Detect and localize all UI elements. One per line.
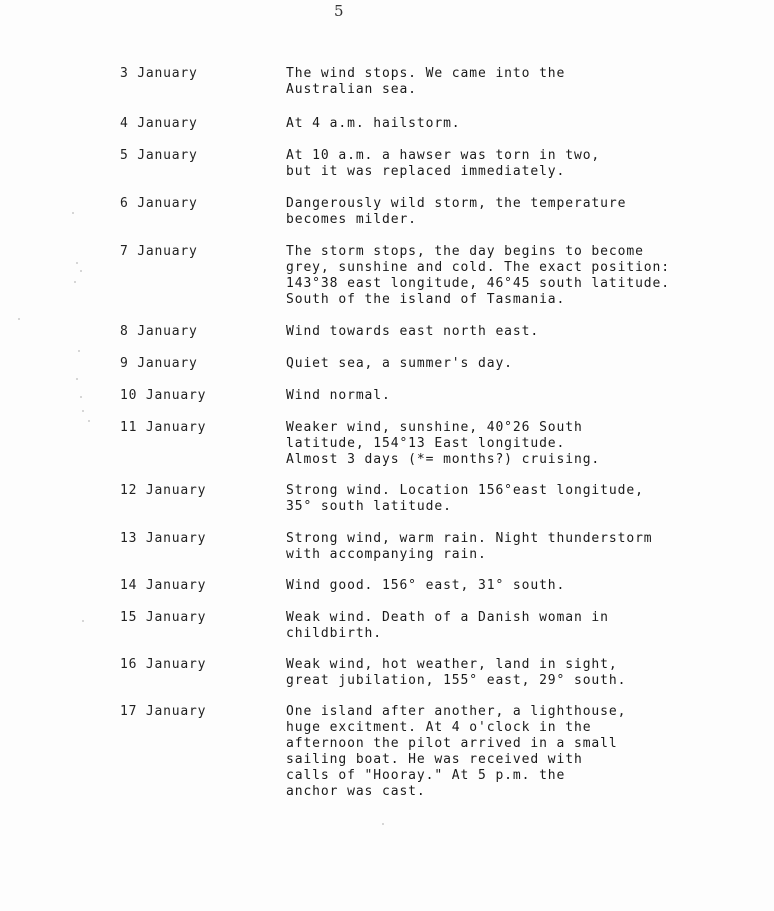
entry-line: Australian sea. xyxy=(286,82,417,97)
entry-line: At 10 a.m. a hawser was torn in two, xyxy=(286,148,601,163)
entry-date: 16 January xyxy=(120,657,207,672)
entry-line: South of the island of Tasmania. xyxy=(286,292,566,307)
entry-line: calls of "Hooray." At 5 p.m. the xyxy=(286,768,566,783)
entry-date: 4 January xyxy=(120,116,198,131)
entry-date: 17 January xyxy=(120,704,207,719)
entry-line: Strong wind. Location 156°east longitude, xyxy=(286,483,644,498)
entry-line: Wind normal. xyxy=(286,388,391,403)
page-number: 5 xyxy=(334,2,344,20)
entry-text xyxy=(286,388,756,404)
entry-line: anchor was cast. xyxy=(286,784,426,799)
entry-date: 7 January xyxy=(120,244,198,259)
entry-date: 12 January xyxy=(120,483,207,498)
entry-date: 15 January xyxy=(120,610,207,625)
entry-text xyxy=(286,420,756,468)
entry-line: with accompanying rain. xyxy=(286,547,487,562)
entry-text xyxy=(286,483,756,515)
entry-line: afternoon the pilot arrived in a small xyxy=(286,736,618,751)
entry-line: Wind good. 156° east, 31° south. xyxy=(286,578,566,593)
entry-line: Dangerously wild storm, the temperature xyxy=(286,196,627,211)
entry-date: 11 January xyxy=(120,420,207,435)
entry-line: becomes milder. xyxy=(286,212,417,227)
entry-text xyxy=(286,66,756,98)
entry-text xyxy=(286,531,756,563)
entry-date: 14 January xyxy=(120,578,207,593)
entry-date: 9 January xyxy=(120,356,198,371)
entry-line: Almost 3 days (*= months?) cruising. xyxy=(286,452,601,467)
entry-line: Quiet sea, a summer's day. xyxy=(286,356,513,371)
entry-date: 10 January xyxy=(120,388,207,403)
entry-line: great jubilation, 155° east, 29° south. xyxy=(286,673,627,688)
entry-line: huge excitment. At 4 o'clock in the xyxy=(286,720,592,735)
entry-text xyxy=(286,610,756,642)
entry-text xyxy=(286,324,756,340)
entry-line: 35° south latitude. xyxy=(286,499,452,514)
entry-line: 143°38 east longitude, 46°45 south latitude. xyxy=(286,276,670,291)
entry-text xyxy=(286,356,756,372)
entry-date: 13 January xyxy=(120,531,207,546)
entry-line: The wind stops. We came into the xyxy=(286,66,566,81)
entry-line: Weak wind. Death of a Danish woman in xyxy=(286,610,609,625)
entry-date: 5 January xyxy=(120,148,198,163)
entry-date: 3 January xyxy=(120,66,198,81)
entry-line: Weak wind, hot weather, land in sight, xyxy=(286,657,618,672)
entry-line: One island after another, a lighthouse, xyxy=(286,704,627,719)
entry-text xyxy=(286,704,756,800)
entry-line: At 4 a.m. hailstorm. xyxy=(286,116,461,131)
entry-line: Strong wind, warm rain. Night thunderstorm xyxy=(286,531,653,546)
entry-line: Wind towards east north east. xyxy=(286,324,540,339)
entry-line: latitude, 154°13 East longitude. xyxy=(286,436,566,451)
entry-date: 8 January xyxy=(120,324,198,339)
entry-text xyxy=(286,196,756,228)
entry-line: childbirth. xyxy=(286,626,382,641)
entry-line: sailing boat. He was received with xyxy=(286,752,583,767)
entry-line: but it was replaced immediately. xyxy=(286,164,566,179)
entry-text xyxy=(286,244,756,308)
entry-line: Weaker wind, sunshine, 40°26 South xyxy=(286,420,583,435)
entry-date: 6 January xyxy=(120,196,198,211)
entry-text xyxy=(286,116,756,132)
entry-text xyxy=(286,148,756,180)
entry-line: The storm stops, the day begins to become xyxy=(286,244,644,259)
entry-text xyxy=(286,578,756,594)
entry-line: grey, sunshine and cold. The exact position: xyxy=(286,260,670,275)
entry-text xyxy=(286,657,756,689)
